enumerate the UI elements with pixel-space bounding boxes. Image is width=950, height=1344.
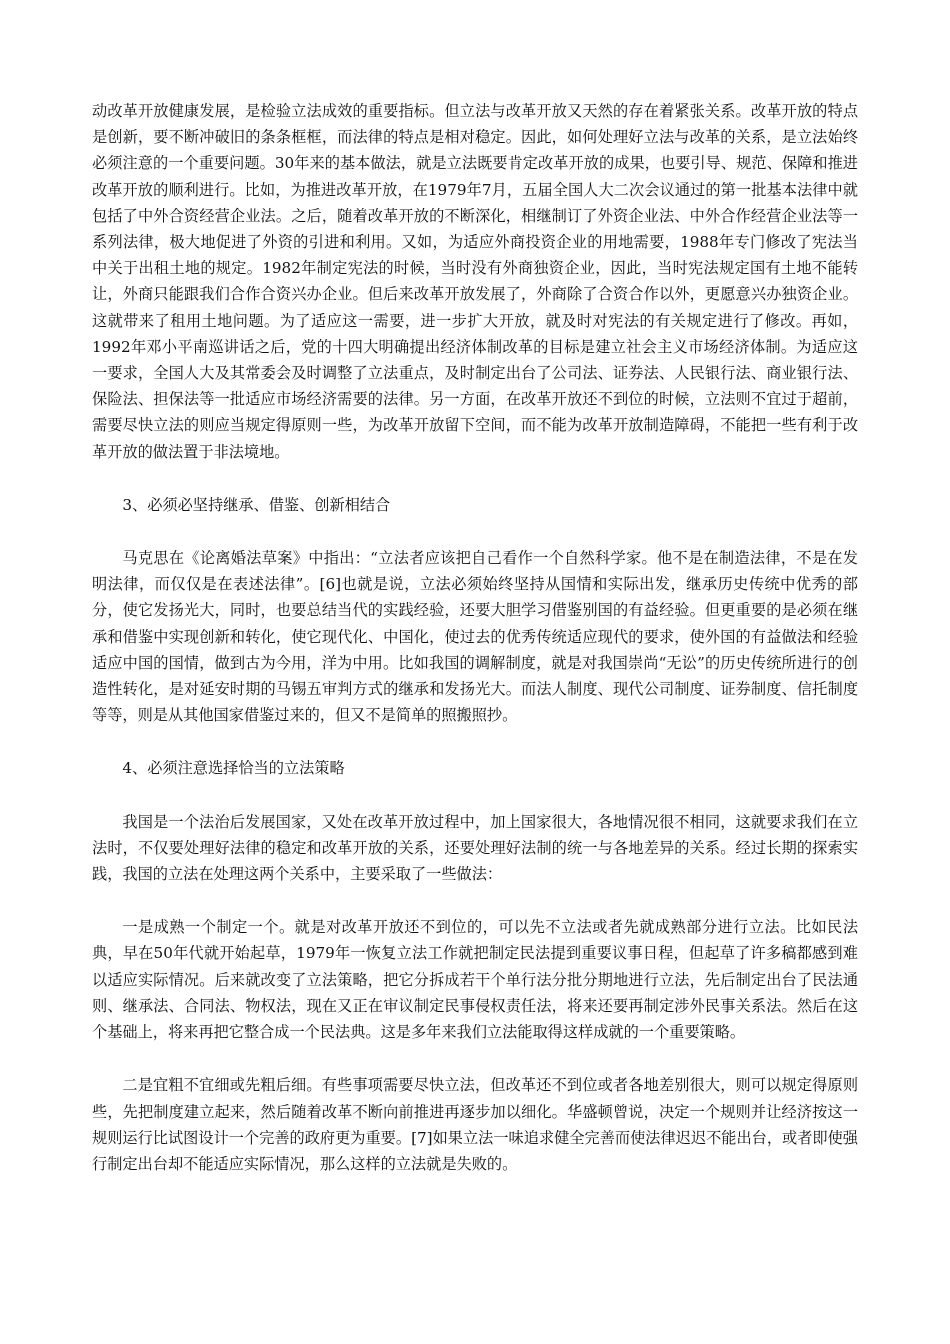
paragraph-legislation-reform: 动改革开放健康发展，是检验立法成效的重要指标。但立法与改革开放又天然的存在着紧张关系。改革开放的特点是创新，要不断冲破旧的条条框框，而法律的特点是相对稳定。因此，如何处理好立法与改革的关系，是立法始终必须注意的一个重要问题。30年来的基本做法，就是立法既要肯定改革开放的成果，也要引导、规范、保障和推进改革开放的顺利进行。比如，为推进改革开放，在1979年7月，五届全国人大二次会议通过的第一批基本法律中就包括了中外合资经营企业法。之后，随着改革开放的不断深化，相继制订了外资企业法、中外合作经营企业法等一系列法律，极大地促进了外资的引进和利用。又如，为适应外商投资企业的用地需要，1988年专门修改了宪法当中关于出租土地的规定。1982年制定宪法的时候，当时没有外商独资企业，因此，当时宪法规定国有土地不能转让，外商只能跟我们合作合资兴办企业。但后来改革开放发展了，外商除了合资合作以外，更愿意兴办独资企业。这就带来了租用土地问题。为了适应这一需要，进一步扩大开放，就及时对宪法的有关规定进行了修改。再如，1992年邓小平南巡讲话之后，党的十四大明确提出经济体制改革的目标是建立社会主义市场经济体制。为适应这一要求，全国人大及其常委会及时调整了立法重点，及时制定出台了公司法、证券法、人民银行法、商业银行法、保险法、担保法等一批适应市场经济需要的法律。另一方面，在改革开放还不到位的时候，立法则不宜过于超前，需要尽快立法的则应当规定得原则一些，为改革开放留下空间，而不能为改革开放制造障碍，不能把一些有利于改革开放的做法置于非法境地。	[92, 102, 858, 461]
paragraph-legislative-strategy: 我国是一个法治后发展国家，又处在改革开放过程中，加上国家很大，各地情况很不相同，这就要求我们在立法时，不仅要处理好法律的稳定和改革开放的关系，还要处理好法制的统一与各地差异的关系。经过长期的探索实践，我国的立法在处理这两个关系中，主要采取了一些做法：	[92, 812, 858, 884]
document-body	[92, 98, 858, 1204]
section-heading-4: 4、必须注意选择恰当的立法策略	[122, 759, 345, 778]
section-heading-3: 3、必须必坚持继承、借鉴、创新相结合	[122, 495, 391, 514]
paragraph-coarse-before-fine: 二是宜粗不宜细或先粗后细。有些事项需要尽快立法，但改革还不到位或者各地差别很大，则可以规定得原则些，先把制度建立起来，然后随着改革不断向前推进再逐步加以细化。华盛顿曾说，决定一个规则并让经济按这一规则运行比试图设计一个完善的政府更为重要。[7]如果立法一味追求健全完善而使法律迟迟不能出台，或者即使强行制定出台却不能适应实际情况，那么这样的立法就是失败的。	[92, 1076, 858, 1173]
paragraph-one-at-a-time: 一是成熟一个制定一个。就是对改革开放还不到位的，可以先不立法或者先就成熟部分进行立法。比如民法典，早在50年代就开始起草，1979年一恢复立法工作就把制定民法提到重要议事日程，但起草了许多稿都感到难以适应实际情况。后来就改变了立法策略，把它分拆成若干个单行法分批分期地进行立法，先后制定出台了民法通则、继承法、合同法、物权法，现在又正在审议制定民事侵权责任法，将来还要再制定涉外民事关系法。然后在这个基础上，将来再把它整合成一个民法典。这是多年来我们立法能取得这样成就的一个重要策略。	[92, 918, 858, 1042]
paragraph-marx-quote: 马克思在《论离婚法草案》中指出：“立法者应该把自己看作一个自然科学家。他不是在制造法律，不是在发明法律，而仅仅是在表述法律”。[6]也就是说，立法必须始终坚持从国情和实际出发，继承历史传统中优秀的部分，使它发扬光大，同时，也要总结当代的实践经验，还要大胆学习借鉴别国的有益经验。但更重要的是必须在继承和借鉴中实现创新和转化，使它现代化、中国化，使过去的优秀传统适应现代的要求，使外国的有益做法和经验适应中国的国情，做到古为今用，洋为中用。比如我国的调解制度，就是对我国崇尚“无讼”的历史传统所进行的创造性转化，是对延安时期的马锡五审判方式的继承和发扬光大。而法人制度、现代公司制度、证券制度、信托制度等等，则是从其他国家借鉴过来的，但又不是简单的照搬照抄。	[92, 549, 858, 725]
